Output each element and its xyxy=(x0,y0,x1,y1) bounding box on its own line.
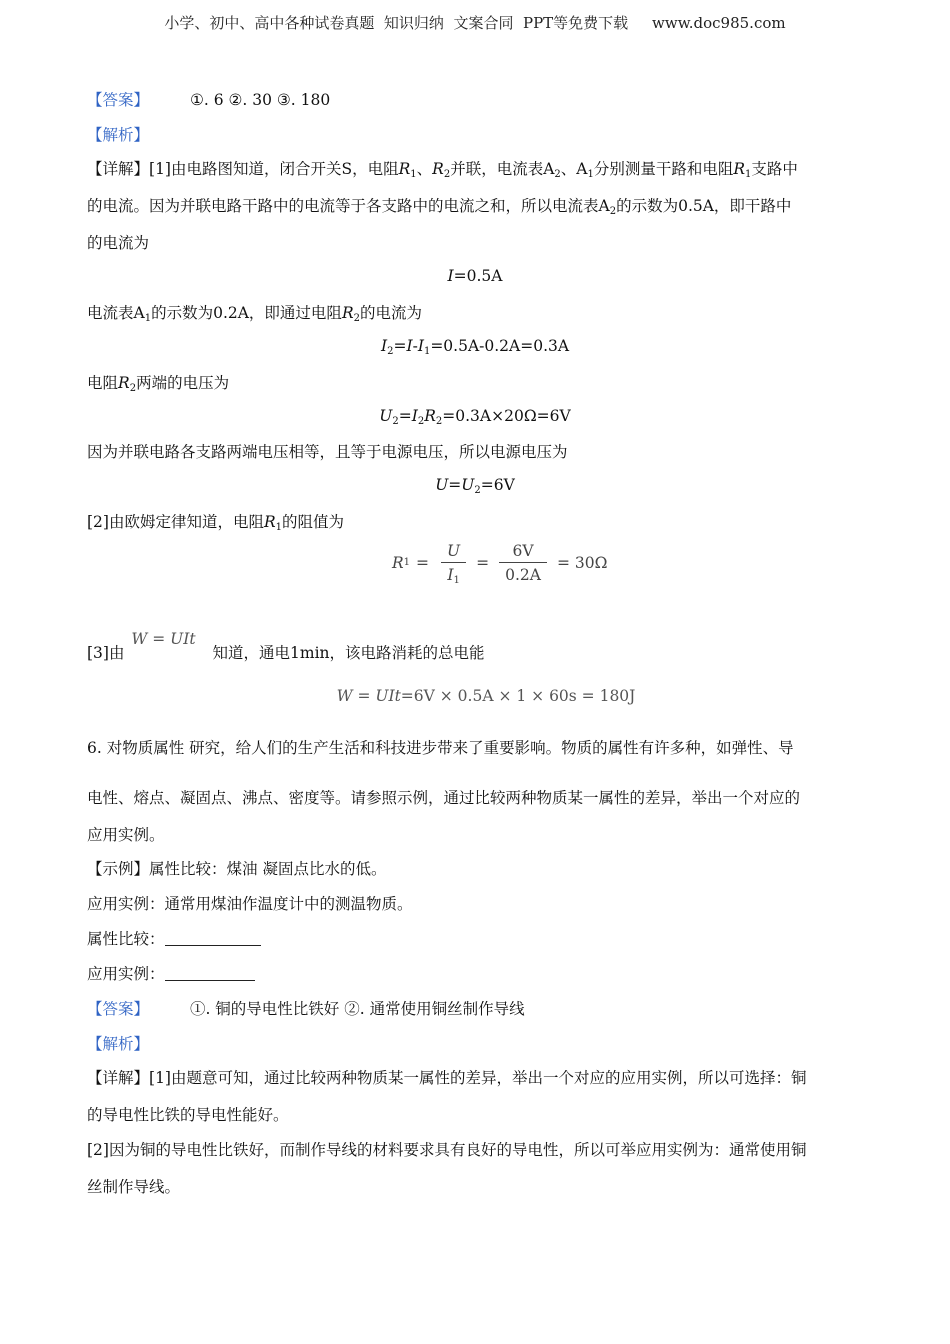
text: = xyxy=(393,337,407,355)
q6-line-2: 电性、熔点、凝固点、沸点、密度等。请参照示例，通过比较两种物质某一属性的差异，举出一个对应的 xyxy=(87,789,801,807)
result: = 30Ω xyxy=(556,554,608,572)
text: 的阻值为 xyxy=(282,513,345,531)
answer-row xyxy=(87,89,330,111)
text: - xyxy=(412,337,418,355)
formula-w-uit: W = UIt xyxy=(131,630,196,648)
symbol: U xyxy=(435,476,449,494)
numerator: 6V xyxy=(512,542,534,560)
symbol: I xyxy=(447,566,454,584)
text: [1]由电路图知道，闭合开关S，电阻 xyxy=(149,160,399,178)
equation-6 xyxy=(0,687,950,705)
subscript: 1 xyxy=(453,575,460,586)
detail-line-5 xyxy=(87,372,229,394)
text: 支路中 xyxy=(751,160,798,178)
blank-label: 属性比较： xyxy=(87,930,165,948)
text: = xyxy=(398,407,412,425)
answer-tag: 【答案】 xyxy=(87,1000,150,1018)
answer-text: ①. 6 ②. 30 ③. 180 xyxy=(189,91,331,109)
detail-tag: 【详解】 xyxy=(87,160,150,178)
equals-sign: = xyxy=(476,554,490,572)
text: [2]由欧姆定律知道，电阻 xyxy=(87,513,264,531)
formula: W = UIt xyxy=(336,687,401,705)
q6-line-3: 应用实例。 xyxy=(87,826,165,844)
denominator: 0.2A xyxy=(499,562,547,584)
subscript: 1 xyxy=(423,346,431,357)
symbol: R xyxy=(118,374,130,392)
subscript: 1 xyxy=(410,169,417,180)
text: 、A xyxy=(560,160,588,178)
denominator xyxy=(441,562,466,584)
symbol: R xyxy=(733,160,746,178)
text: 的示数为0.2A，即通过电阻 xyxy=(151,304,342,322)
text: =0.5A-0.2A=0.3A xyxy=(430,337,570,355)
subscript: 2 xyxy=(417,416,425,427)
q6-detail-3: [2]因为铜的导电性比铁好，而制作导线的材料要求具有良好的导电性，所以可举应用实例为：通常使用铜 xyxy=(87,1141,807,1159)
fraction-u-over-i xyxy=(441,542,466,584)
equation-3 xyxy=(0,407,950,425)
q6-detail-4: 丝制作导线。 xyxy=(87,1178,181,1196)
symbol: R xyxy=(341,304,354,322)
equation-5-fraction: R 1 = $\frac{U}{I_1}$ = $\frac{6V}{0.2A}$ = 30Ω xyxy=(392,542,608,586)
q6-example xyxy=(87,858,386,880)
q6-answer-row xyxy=(87,998,525,1020)
equation-1 xyxy=(0,267,950,285)
subscript: 1 xyxy=(144,313,152,324)
symbol: I xyxy=(406,337,413,355)
subscript: 1 xyxy=(275,522,283,533)
detail-line-6: 因为并联电路各支路两端电压相等，且等于电源电压，所以电源电压为 xyxy=(87,443,568,461)
text: 的电流。因为并联电路干路中的电流等于各支路中的电流之和，所以电流表A xyxy=(87,197,610,215)
answer-tag: 【答案】 xyxy=(87,91,150,109)
text: 两端的电压为 xyxy=(136,374,230,392)
symbol: I xyxy=(447,267,454,285)
symbol: R xyxy=(392,554,404,572)
text: =6V × 0.5A × 1 × 60s = 180J xyxy=(400,687,636,705)
text: [1]由题意可知，通过比较两种物质某一属性的差异，举出一个对应的应用实例，所以可选择：铜 xyxy=(149,1069,807,1087)
blank-label: 应用实例： xyxy=(87,965,165,983)
text: 知道，通电1min，该电路消耗的总电能 xyxy=(212,644,485,662)
example-tag: 【示例】 xyxy=(87,860,150,878)
answer-blank xyxy=(165,931,261,946)
equals-sign: = xyxy=(416,554,430,572)
text: 电阻 xyxy=(87,374,119,392)
subscript: 2 xyxy=(129,383,137,394)
detail-line-7 xyxy=(87,511,344,533)
q6-application: 应用实例：通常用煤油作温度计中的测温物质。 xyxy=(87,895,413,913)
q6-line-1: 6. 对物质属性 研究，给人们的生产生活和科技进步带来了重要影响。物质的属性有许多种，如弹性、导 xyxy=(87,739,794,757)
example-text: 属性比较：煤油 凝固点比水的低。 xyxy=(149,860,387,878)
detail-line-4 xyxy=(87,302,422,324)
text: 电流表A xyxy=(87,304,145,322)
equation-2 xyxy=(0,337,950,355)
symbol: R xyxy=(263,513,276,531)
symbol: I xyxy=(411,407,418,425)
subscript: 2 xyxy=(353,313,360,324)
detail-tag: 【详解】 xyxy=(87,1069,150,1087)
detail-line-2 xyxy=(87,195,791,217)
text: 的电流为 xyxy=(359,304,422,322)
symbol: U xyxy=(461,476,475,494)
symbol: I xyxy=(417,337,424,355)
q6-detail-2: 的导电性比铁的导电性能好。 xyxy=(87,1106,289,1124)
subscript: 2 xyxy=(392,416,399,427)
detail-line-8 xyxy=(87,630,485,664)
q6-detail-1 xyxy=(87,1067,806,1089)
text: [3]由 xyxy=(87,644,125,662)
detail-line-1 xyxy=(87,158,798,180)
symbol: I xyxy=(380,337,388,355)
q6-blank-1 xyxy=(87,928,261,950)
fraction-values xyxy=(499,542,547,584)
analysis-tag: 【解析】 xyxy=(87,126,150,144)
subscript: 2 xyxy=(554,169,561,180)
subscript: 1 xyxy=(745,169,752,180)
text: 的示数为0.5A，即干路中 xyxy=(616,197,792,215)
text: =0.3A×20Ω=6V xyxy=(442,407,571,425)
symbol: R xyxy=(432,160,444,178)
subscript: 2 xyxy=(609,206,617,217)
symbol: R xyxy=(424,407,436,425)
subscript: 2 xyxy=(387,346,394,357)
text: 并联，电流表A xyxy=(450,160,555,178)
subscript: 2 xyxy=(443,169,451,180)
symbol: U xyxy=(379,407,393,425)
page-header: 小学、初中、高中各种试卷真题 知识归纳 文案合同 PPT等免费下载 www.doc985.com xyxy=(164,14,786,32)
symbol: R xyxy=(398,160,411,178)
subscript: 2 xyxy=(435,416,443,427)
text: = xyxy=(448,476,462,494)
text: 分别测量干路和电阻 xyxy=(593,160,734,178)
answer-text: ①. 铜的导电性比铁好 ②. 通常使用铜丝制作导线 xyxy=(189,1000,525,1018)
detail-line-3: 的电流为 xyxy=(87,234,150,252)
q6-analysis-tag: 【解析】 xyxy=(87,1035,150,1053)
text: =6V xyxy=(480,476,515,494)
q6-blank-2 xyxy=(87,963,255,985)
numerator: U xyxy=(447,542,461,560)
text: 、 xyxy=(416,160,433,178)
equation-4 xyxy=(0,476,950,494)
answer-blank xyxy=(165,966,255,981)
subscript: 2 xyxy=(474,485,481,496)
subscript: 1 xyxy=(587,169,594,180)
text: =0.5A xyxy=(453,267,503,285)
